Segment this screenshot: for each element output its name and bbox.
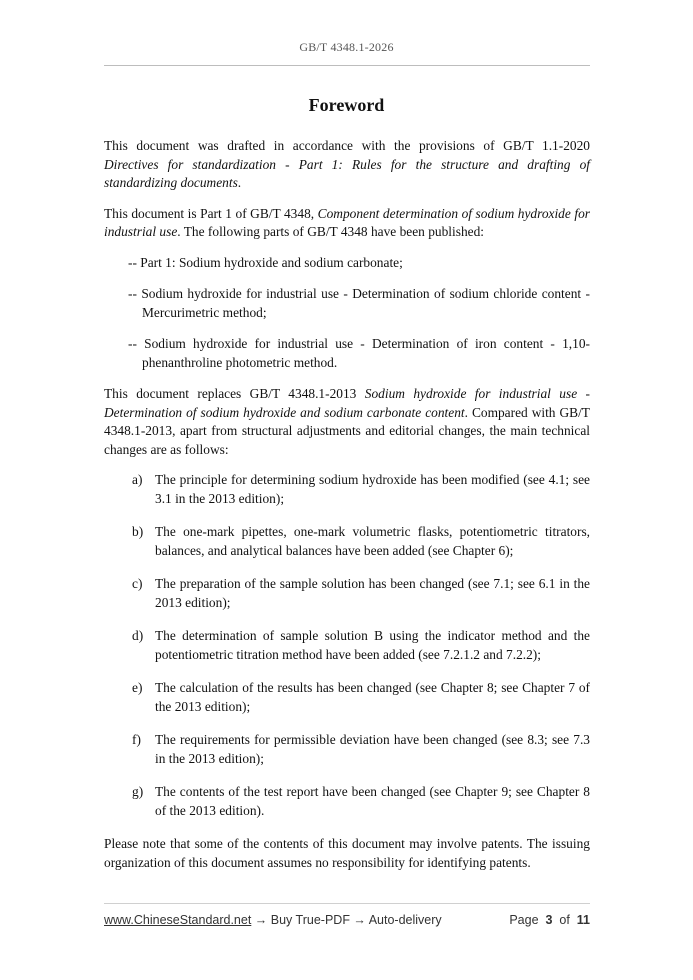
running-header: GB/T 4348.1-2026 [299, 40, 394, 54]
item-text: The preparation of the sample solution has been changed (see 7.1; see 6.1 in the 2013 edition); [155, 576, 590, 610]
page-footer [104, 913, 590, 927]
item-letter: c) [132, 576, 143, 591]
text-run: . Compared with GB/T 4348.1-2013, apart from structural adjustments and editorial changes, the main technical changes are as follows: [104, 404, 590, 457]
text-run: . The following parts of GB/T 4348 have been published: [177, 224, 484, 239]
paragraph-part-info [104, 205, 590, 242]
buy-pdf-link[interactable]: Buy True-PDF [270, 913, 350, 927]
list-item [132, 679, 590, 716]
item-text: The requirements for permissible deviation have been changed (see 8.3; see 7.3 in the 2013 edition); [155, 732, 590, 766]
text-run: This document replaces GB/T 4348.1-2013 [104, 386, 365, 401]
page-number [509, 913, 590, 927]
page-title: Foreword [308, 95, 385, 115]
arrow-icon: → [349, 913, 369, 927]
page-current: 3 [545, 913, 553, 927]
footer-divider [104, 903, 590, 904]
item-text: The calculation of the results has been changed (see Chapter 8; see Chapter 7 of the 2013 edition); [155, 680, 590, 714]
italic-title: Sodium hydroxide for industrial use - Determination of sodium hydroxide and sodium carbonate content [104, 386, 590, 420]
text-run: This document is Part 1 of GB/T 4348, [104, 205, 318, 221]
item-text: The determination of sample solution B using the indicator method and the potentiometric titration method have been added (see 7.2.1.2 and 7.2.2); [155, 628, 590, 662]
list-item [132, 731, 590, 768]
italic-title: Component determination of sodium hydroxide for industrial use [104, 205, 590, 239]
list-item: -- Sodium hydroxide for industrial use - Determination of iron content - 1,10-phenanthroline photometric method. [128, 336, 590, 370]
item-letter: e) [132, 680, 143, 695]
paragraph-patents: Please note that some of the contents of this document may involve patents. The issuing organization of this document assumes no responsibility for identifying patents. [104, 836, 590, 870]
list-item [132, 575, 590, 612]
paragraph-replaces [104, 385, 590, 459]
item-letter: f) [132, 732, 141, 747]
technical-changes-list [104, 471, 590, 820]
of-word: of [559, 913, 570, 927]
auto-delivery-text: Auto-delivery [368, 913, 442, 927]
list-item [132, 783, 590, 820]
header-divider [104, 65, 590, 66]
footer-links [104, 913, 442, 927]
paragraph-drafting [104, 137, 590, 193]
item-text: The contents of the test report have been changed (see Chapter 9; see Chapter 8 of the 2013 edition). [155, 784, 590, 818]
arrow-icon: → [251, 913, 271, 927]
page-total: 11 [576, 913, 590, 927]
list-item: -- Part 1: Sodium hydroxide and sodium carbonate; [128, 254, 403, 270]
item-letter: d) [132, 628, 144, 643]
list-item: -- Sodium hydroxide for industrial use - Determination of sodium chloride content - Mercurimetric method; [128, 286, 590, 320]
list-item [132, 523, 590, 560]
item-text: The one-mark pipettes, one-mark volumetric flasks, potentiometric titrators, balances, and analytical balances have been added (see Chapter 6); [155, 524, 590, 558]
document-body [104, 137, 590, 884]
item-letter: b) [132, 524, 144, 539]
list-item [132, 627, 590, 664]
site-link[interactable]: www.ChineseStandard.net [104, 913, 252, 927]
item-letter: a) [132, 472, 143, 487]
italic-title: Directives for standardization - Part 1: Rules for the structure and drafting of standardizing documents [104, 156, 590, 190]
list-item [132, 471, 590, 508]
text-run: . [237, 175, 242, 190]
item-letter: g) [132, 784, 144, 799]
text-run: This document was drafted in accordance with the provisions of GB/T 1.1-2020 [104, 138, 590, 153]
page-word: Page [509, 913, 539, 927]
published-parts-list [104, 254, 590, 373]
item-text: The principle for determining sodium hydroxide has been modified (see 4.1; see 3.1 in the 2013 edition); [155, 472, 590, 506]
